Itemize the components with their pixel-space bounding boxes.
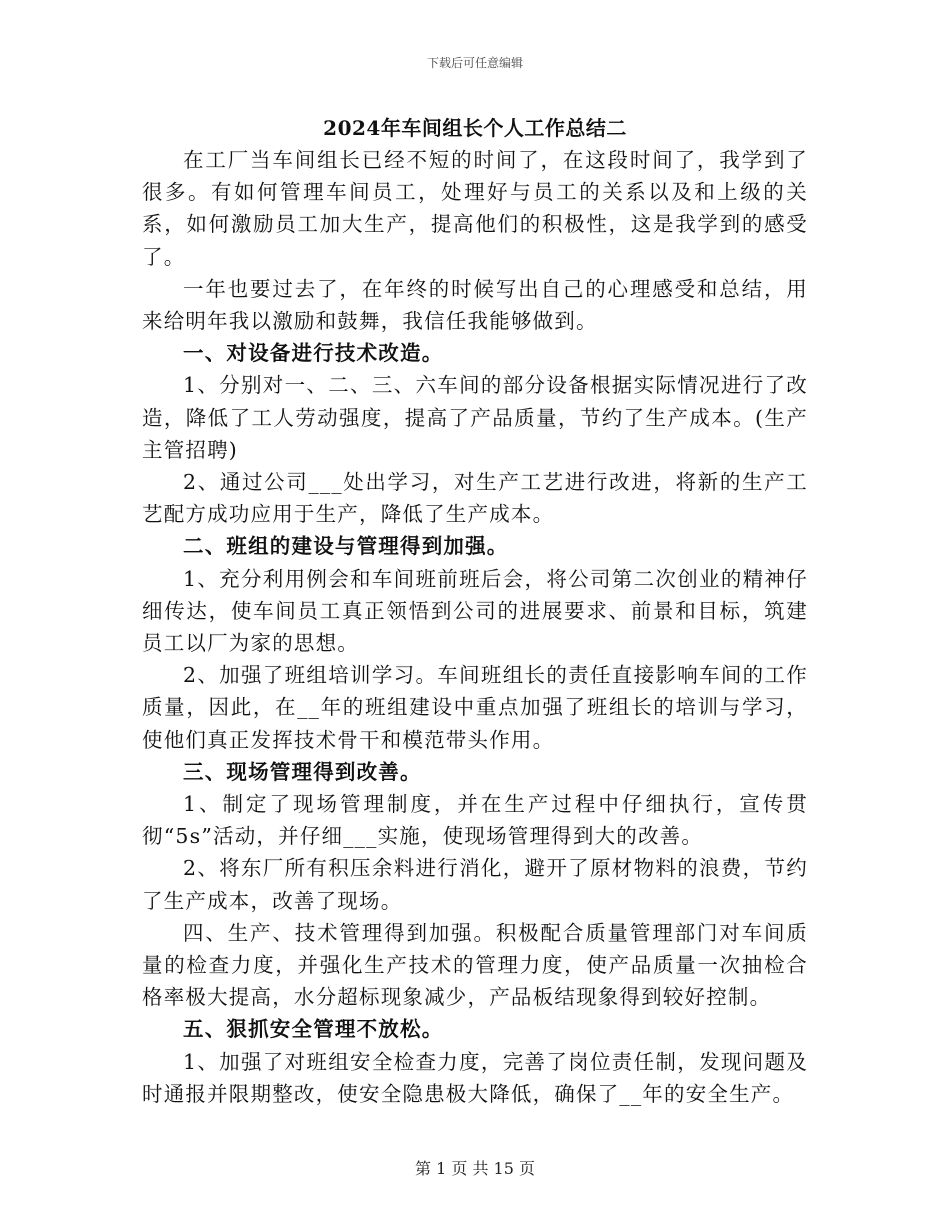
section-heading: 五、狠抓安全管理不放松。 [183,1017,444,1042]
document-title: 2024年车间组长个人工作总结二 [323,116,627,140]
section-heading: 二、班组的建设与管理得到加强。 [183,534,509,559]
paragraph: 1、充分利用例会和车间班前班后会，将公司第二次创业的精神仔细传达，使车间员工真正领悟到公司的进展要求、前景和目标，筑建员工以厂为家的思想。 [142,566,808,656]
paragraph: 1、制定了现场管理制度，并在生产过程中仔细执行，宣传贯彻“5s”活动，并仔细___实施，使现场管理得到大的改善。 [142,792,808,849]
paragraph: 1、分别对一、二、三、六车间的部分设备根据实际情况进行了改造，降低了工人劳动强度，提高了产品质量，节约了生产成本。(生产主管招聘) [142,373,808,462]
paragraph: 2、通过公司___处出学习，对生产工艺进行改进，将新的生产工艺配方成功应用于生产，降低了生产成本。 [142,470,808,527]
paragraph: 2、加强了班组培训学习。车间班组长的责任直接影响车间的工作质量，因此，在__年的班组建设中重点加强了班组长的培训与学习，使他们真正发挥技术骨干和模范带头作用。 [142,663,808,752]
paragraph: 一年也要过去了，在年终的时候写出自己的心理感受和总结，用来给明年我以激励和鼓舞，我信任我能够做到。 [142,276,808,334]
paragraph: 1、加强了对班组安全检查力度，完善了岗位责任制，发现问题及时通报并限期整改，使安全隐患极大降低，确保了__年的安全生产。 [142,1049,808,1106]
paragraph: 在工厂当车间组长已经不短的时间了，在这段时间了，我学到了很多。有如何管理车间员工，处理好与员工的关系以及和上级的关系，如何激励员工加大生产，提高他们的积极性，这是我学到的感受了。 [142,148,808,269]
paragraph: 2、将东厂所有积压余料进行消化，避开了原材物料的浪费，节约了生产成本，改善了现场。 [142,856,808,913]
section-heading: 三、现场管理得到改善。 [183,759,422,784]
page-number: 第 1 页 共 15 页 [415,1159,535,1178]
header-note: 下载后可任意编辑 [426,56,523,70]
section-heading: 一、对设备进行技术改造。 [183,341,444,366]
document-body [142,112,808,1110]
paragraph: 四、生产、技术管理得到加强。积极配合质量管理部门对车间质量的检查力度，并强化生产技术的管理力度，使产品质量一次抽检合格率极大提高，水分超标现象减少，产品板结现象得到较好控制。 [142,920,808,1010]
